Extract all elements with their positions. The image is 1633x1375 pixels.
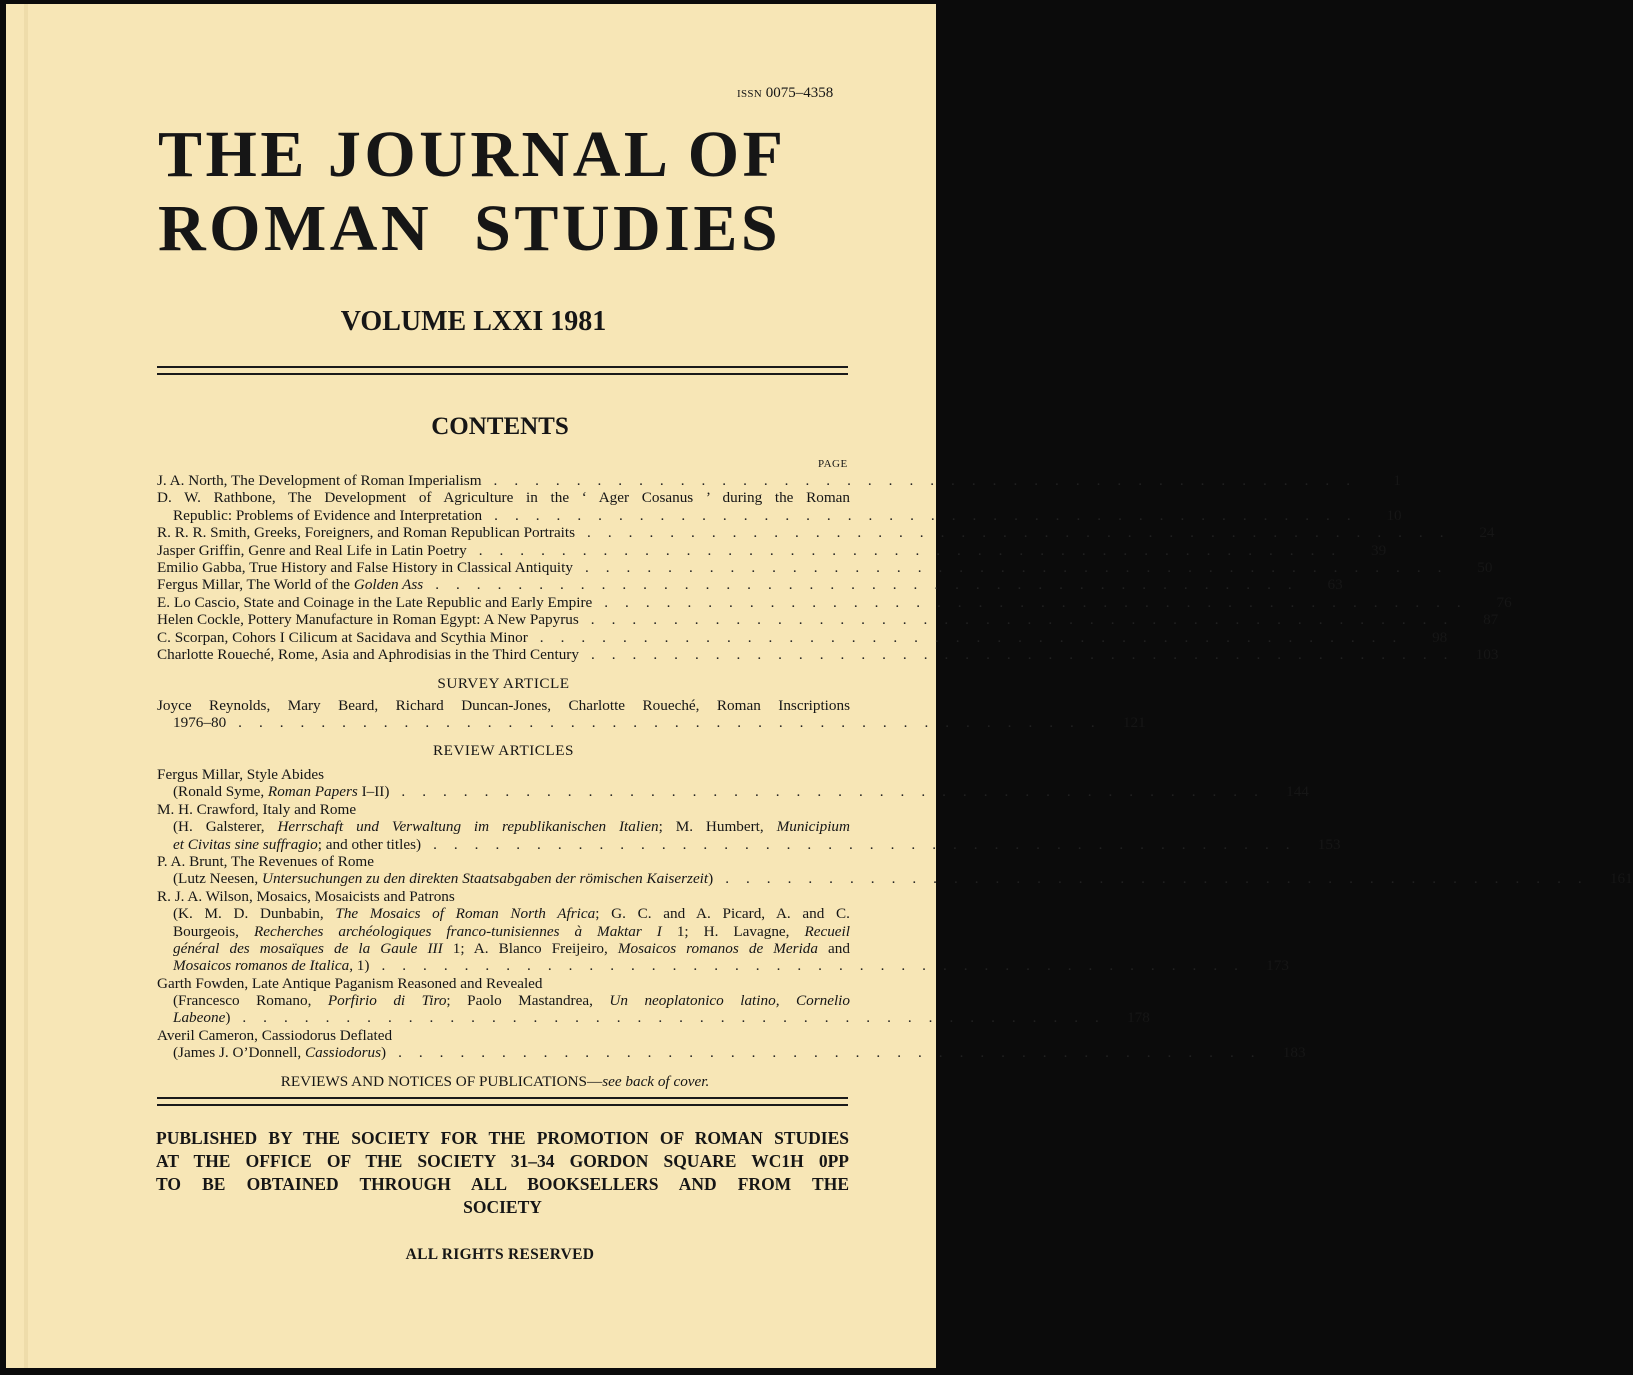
entry-title: C. Scorpan, Cohors I Cilicum at Sacidava and Scythia Minor	[157, 628, 528, 646]
review-book: Untersuchungen zu den direkten Staatsabgaben der römischen Kaiserzeit	[261, 870, 709, 888]
review-detail: Labeone) .......................................... 178	[173, 1009, 1150, 1027]
review-text: )	[381, 1044, 387, 1062]
entry-title: E. Lo Cascio, State and Coinage in the Late Republic and Early Empire	[157, 593, 593, 611]
review-text: Bourgeois,	[173, 922, 254, 940]
review-author	[157, 1027, 850, 1044]
review-book: Mosaicos romanos de Italica	[173, 957, 350, 975]
entry-page: 178	[1127, 1009, 1150, 1027]
entry-page: 87	[1483, 611, 1499, 629]
divider-bottom-1	[157, 1097, 848, 1099]
entry-title: J. A. North, The Development of Roman Imperialism	[157, 472, 482, 489]
toc-entry: R. R. R. Smith, Greeks, Foreigners, and Roman Republican Portraits .......................................... 24	[157, 524, 1495, 542]
review-book: et Civitas sine suffragio	[173, 835, 318, 853]
review-text: (Lutz Neesen,	[173, 870, 262, 888]
toc-entry: Helen Cockle, Pottery Manufacture in Roman Egypt: A New Papyrus .......................................... 87	[157, 611, 1499, 629]
journal-title-line1: THE JOURNAL OF	[158, 118, 787, 191]
review-book: Cassiodorus	[305, 1044, 381, 1062]
review-text: )	[708, 870, 714, 888]
rights-reserved: ALL RIGHTS RESERVED	[405, 1246, 595, 1263]
publisher-text: PUBLISHED BY THE SOCIETY FOR THE PROMOTION OF ROMAN STUDIES	[156, 1128, 849, 1148]
articles-list	[157, 472, 1512, 663]
entry-page: 24	[1479, 524, 1495, 542]
toc-entry: Jasper Griffin, Genre and Real Life in Latin Poetry .......................................... 39	[157, 541, 1387, 559]
review-text: ; Paolo Mastandrea,	[446, 992, 610, 1010]
entry-page: 10	[1386, 506, 1402, 524]
publisher-line	[156, 1150, 849, 1173]
toc-entry: J. A. North, The Development of Roman Imperialism .......................................... 1	[157, 472, 1401, 489]
toc-entry: Fergus Millar, The World of the Golden Ass .......................................... 63	[157, 576, 1343, 594]
entry-title: Fergus Millar, The World of the	[157, 576, 354, 594]
review-book: Porfirio di Tiro	[327, 992, 447, 1010]
publisher-text: AT THE OFFICE OF THE SOCIETY 31–34 GORDON SQUARE WC1H 0PP	[156, 1151, 849, 1171]
divider-top-1	[157, 366, 848, 368]
review-text: , 1)	[349, 957, 370, 975]
entry-title: M. H. Crawford, Italy and Rome	[157, 800, 357, 818]
review-text: (James J. O’Donnell,	[173, 1044, 306, 1062]
entry-title: Emilio Gabba, True History and False History in Classical Antiquity	[157, 558, 573, 576]
toc-entry: Emilio Gabba, True History and False History in Classical Antiquity .......................................... 50	[157, 558, 1493, 576]
review-book: Roman Papers	[267, 783, 358, 801]
publisher-text: TO BE OBTAINED THROUGH ALL BOOKSELLERS AND FROM THE	[156, 1174, 849, 1194]
entry-page: 76	[1496, 593, 1512, 611]
entry-page: 121	[1122, 714, 1146, 732]
review-text: ; G. C. and A. Picard, A. and C.	[595, 905, 850, 923]
entry-title: Averil Cameron, Cassiodorus Deflated	[157, 1026, 393, 1044]
issn-prefix: ISSN	[737, 88, 763, 100]
reviews-list	[157, 766, 1633, 1062]
entry-page: 161	[1609, 870, 1633, 888]
publisher-line	[156, 1127, 849, 1150]
review-book: Recueil	[804, 922, 850, 940]
entry-title-italic: Golden Ass	[353, 576, 424, 594]
review-text: 1; A. Blanco Freijeiro,	[442, 939, 618, 957]
review-text: (K. M. D. Dunbabin,	[173, 905, 336, 923]
entry-title: Garth Fowden, Late Antique Paganism Reasoned and Revealed	[157, 974, 543, 992]
entry-page: 98	[1432, 628, 1448, 646]
review-text: ; and other titles)	[317, 835, 422, 853]
entry-title-cont: Republic: Problems of Evidence and Interpretation	[173, 506, 483, 524]
review-author	[157, 766, 850, 783]
review-detail	[157, 940, 850, 957]
publisher-block	[156, 1127, 849, 1219]
review-detail: et Civitas sine suffragio; and other titles) .......................................... 153	[173, 835, 1341, 853]
review-book: Herrschaft und Verwaltung im republikanischen Italien	[277, 818, 659, 836]
entry-title: Charlotte Roueché, Rome, Asia and Aphrodisias in the Third Century	[157, 645, 579, 663]
toc-entry: C. Scorpan, Cohors I Cilicum at Sacidava and Scythia Minor .......................................... 98	[157, 628, 1448, 646]
survey-heading: SURVEY ARTICLE	[437, 675, 570, 692]
entry-page: 144	[1286, 783, 1309, 801]
entry-page: 39	[1370, 541, 1387, 559]
entry-title: R. R. R. Smith, Greeks, Foreigners, and Roman Republican Portraits	[157, 524, 576, 542]
review-detail	[157, 992, 850, 1009]
review-book: Municipium	[776, 818, 850, 836]
entry-title: P. A. Brunt, The Revenues of Rome	[157, 852, 374, 870]
publisher-line	[156, 1173, 849, 1196]
spine-fold	[24, 4, 28, 1368]
issn	[737, 85, 833, 102]
contents-heading: CONTENTS	[431, 413, 569, 440]
review-text: I–II)	[357, 783, 390, 801]
toc-entry-continued: Republic: Problems of Evidence and Interpretation .......................................... 10	[173, 506, 1402, 524]
notice-text: REVIEWS AND NOTICES OF PUBLICATIONS—	[280, 1073, 603, 1090]
review-book: Un neoplatonico latino, Cornelio	[609, 992, 850, 1010]
review-author	[157, 888, 850, 905]
entry-page: 50	[1477, 558, 1493, 576]
review-text: (Ronald Syme,	[173, 783, 268, 801]
notice-italic: see back of cover.	[602, 1073, 710, 1090]
review-detail	[157, 923, 850, 940]
entry-title: R. J. A. Wilson, Mosaics, Mosaicists and Patrons	[157, 887, 455, 905]
review-detail: Mosaicos romanos de Italica, 1) .......................................... 173	[173, 957, 1289, 975]
journal-title-line2: ROMAN STUDIES	[158, 192, 782, 265]
entry-title-cont: 1976–80	[173, 714, 227, 732]
review-book: Mosaicos romanos de Merida	[617, 939, 818, 957]
review-detail	[157, 905, 850, 922]
entry-title: Helen Cockle, Pottery Manufacture in Roman Egypt: A New Papyrus	[157, 611, 579, 629]
entry-title: D. W. Rathbone, The Development of Agriculture in the ‘ Ager Cosanus ’ during the Roman	[157, 489, 850, 507]
review-detail: (Lutz Neesen, Untersuchungen zu den direkten Staatsabgaben der römischen Kaiserzeit) .......................................... 161	[173, 870, 1633, 888]
entry-title: Jasper Griffin, Genre and Real Life in Latin Poetry	[157, 541, 467, 559]
review-book: Recherches archéologiques franco-tunisiennes à Maktar I	[253, 922, 662, 940]
review-detail: (James J. O’Donnell, Cassiodorus) .......................................... 183	[173, 1044, 1306, 1062]
review-detail	[157, 818, 850, 835]
divider-top-2	[157, 373, 848, 375]
review-text: 1; H. Lavagne,	[661, 922, 805, 940]
volume-label: VOLUME LXXI 1981	[340, 306, 607, 337]
publisher-text: SOCIETY	[463, 1197, 542, 1217]
entry-page: 173	[1266, 957, 1289, 975]
entry-title: Fergus Millar, Style Abides	[157, 766, 325, 783]
reviews-notice	[0, 1073, 990, 1091]
review-book: The Mosaics of Roman North Africa	[335, 905, 596, 923]
review-author	[157, 853, 850, 870]
review-text: ; M. Humbert,	[658, 818, 777, 836]
toc-entry-continued: 1976–80 .......................................... 121	[173, 714, 1146, 732]
review-heading: REVIEW ARTICLES	[433, 742, 574, 759]
toc-entry	[157, 489, 850, 506]
entry-page: 153	[1317, 835, 1341, 853]
review-text: (H. Galsterer,	[173, 818, 278, 836]
review-author	[157, 801, 850, 818]
toc-entry: E. Lo Cascio, State and Coinage in the Late Republic and Early Empire .......................................... 76	[157, 593, 1512, 611]
entry-page: 1	[1393, 472, 1401, 489]
entry-page: 183	[1282, 1044, 1306, 1062]
review-text: (Francesco Romano,	[173, 992, 328, 1010]
review-text: )	[225, 1009, 231, 1027]
review-text: and	[817, 939, 850, 957]
review-book: Labeone	[173, 1009, 226, 1027]
toc-entry	[157, 697, 850, 714]
publisher-line	[156, 1196, 849, 1219]
divider-bottom-2	[157, 1104, 848, 1106]
survey-list	[157, 697, 1146, 732]
review-book: général des mosaïques de la Gaule III	[173, 939, 443, 957]
entry-page: 103	[1475, 645, 1499, 663]
review-author	[157, 975, 850, 992]
page-column-label: PAGE	[818, 458, 848, 470]
issn-number: 0075–4358	[765, 85, 834, 101]
entry-title: Joyce Reynolds, Mary Beard, Richard Duncan-Jones, Charlotte Roueché, Roman Inscriptions	[157, 697, 850, 714]
toc-entry: Charlotte Roueché, Rome, Asia and Aphrodisias in the Third Century .......................................... 103	[157, 645, 1499, 663]
entry-page: 63	[1327, 576, 1343, 594]
review-detail: (Ronald Syme, Roman Papers I–II) .......................................... 144	[173, 783, 1309, 801]
